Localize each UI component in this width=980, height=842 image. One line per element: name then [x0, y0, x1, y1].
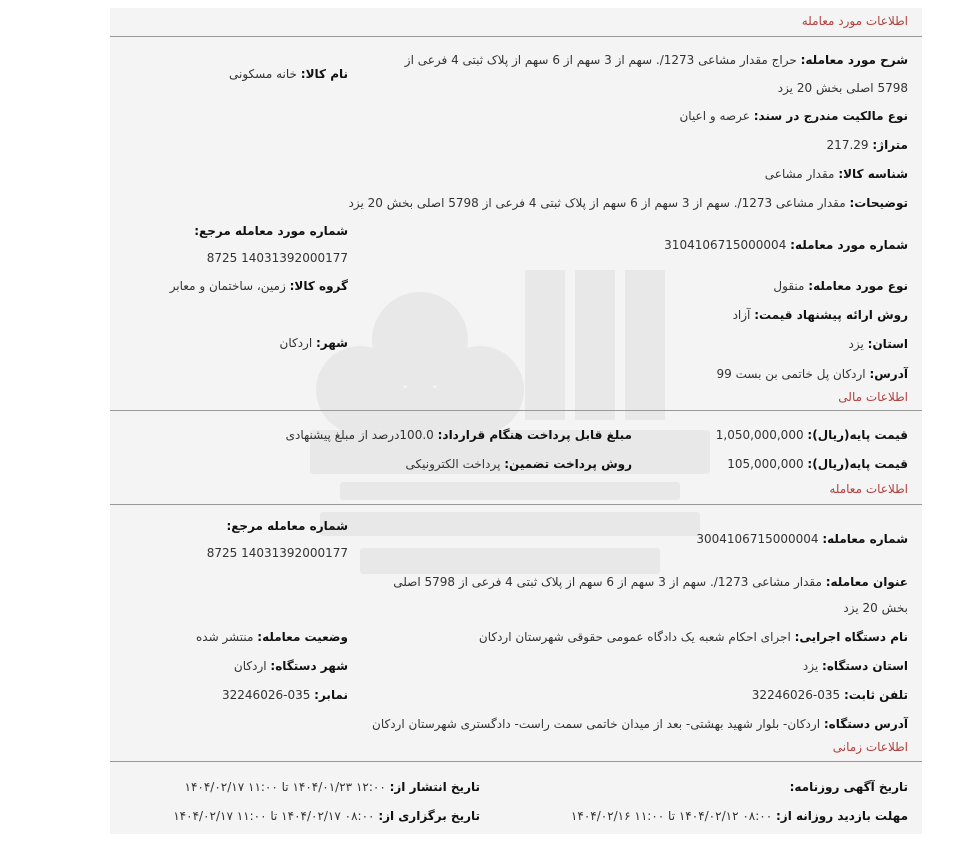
- ref-number-value: 14031392000177 8725: [206, 251, 348, 265]
- ownership-type: نوع مالکیت مندرج در سند: عرصه و اعیان: [679, 109, 908, 123]
- deal-description: [388, 52, 908, 68]
- deal-description-label: شرح مورد معامله:: [800, 53, 908, 67]
- section-title-deal-info: اطلاعات مورد معامله: [801, 14, 908, 28]
- province: استان: یزد: [848, 337, 908, 351]
- agency-name: نام دستگاه اجرایی: اجرای احکام شعبه یک دادگاه عمومی حقوقی شهرستان اردکان: [478, 630, 908, 644]
- notes: توضیحات: مقدار مشاعی 1273/. سهم از 3 سهم از 6 سهم از پلاک ثبتی 4 فرعی از 5798 اصلی بخش 20 یزد: [348, 196, 908, 210]
- section-divider: [110, 36, 922, 37]
- agency-province: استان دستگاه: یزد: [802, 659, 908, 673]
- item-group: گروه کالا: زمین، ساختمان و معابر: [169, 279, 348, 293]
- section-divider: [110, 410, 922, 411]
- transaction-ref-value: 14031392000177 8725: [206, 546, 348, 560]
- transaction-title-line2: بخش 20 یزد: [843, 601, 908, 615]
- hold-date: تاریخ برگزاری از: ۰۸:۰۰ ۱۴۰۴/۰۲/۱۷ تا ۱۱:۰۰ ۱۴۰۴/۰۲/۱۷: [173, 809, 480, 823]
- ref-number-label: شماره مورد معامله مرجع:: [194, 224, 348, 238]
- section-title-timing: اطلاعات زمانی: [832, 740, 908, 754]
- newspaper-ad-date: تاریخ آگهی روزنامه:: [789, 780, 908, 794]
- area: متراژ: 217.29: [826, 138, 908, 152]
- content-card: [110, 8, 922, 834]
- section-title-transaction: اطلاعات معامله: [829, 482, 908, 496]
- base-price-guarantee: قیمت پایه(ریال): 105,000,000: [727, 457, 908, 471]
- address: آدرس: اردکان پل خاتمی بن بست 99: [716, 367, 908, 381]
- visit-deadline: مهلت بازدید روزانه از: ۰۸:۰۰ ۱۴۰۴/۰۲/۱۲ تا ۱۱:۰۰ ۱۴۰۴/۰۲/۱۶: [570, 809, 908, 823]
- payable-amount: مبلغ قابل پرداخت هنگام قرارداد: 100.0درصد از مبلغ پیشنهادی: [285, 428, 632, 442]
- agency-phone: تلفن ثابت: 035-32246026: [751, 688, 908, 702]
- deal-description-line2: 5798 اصلی بخش 20 یزد: [777, 81, 908, 95]
- offer-method: روش ارائه پیشنهاد قیمت: آزاد: [732, 308, 908, 322]
- agency-city: شهر دستگاه: اردکان: [233, 659, 348, 673]
- deal-description-value: حراج مقدار مشاعی 1273/. سهم از 3 سهم از 6 سهم از پلاک ثبتی 4 فرعی از: [404, 53, 797, 67]
- section-title-financial: اطلاعات مالی: [838, 390, 908, 404]
- agency-fax: نمابر: 035-32246026: [222, 688, 348, 702]
- deal-number: شماره مورد معامله: 3104106715000004: [664, 238, 908, 252]
- transaction-title: عنوان معامله: مقدار مشاعی 1273/. سهم از 3 سهم از 6 سهم از پلاک ثبتی 4 فرعی از 5798 اصلی: [393, 575, 908, 589]
- item-id: شناسه کالا: مقدار مشاعی: [764, 167, 908, 181]
- agency-address: آدرس دستگاه: اردکان- بلوار شهید بهشتی- بعد از میدان خاتمی سمت راست- دادگستری شهرستان اردکان: [372, 717, 908, 731]
- transaction-status: وضعیت معامله: منتشر شده: [195, 630, 348, 644]
- publish-date: تاریخ انتشار از: ۱۲:۰۰ ۱۴۰۴/۰۱/۲۳ تا ۱۱:۰۰ ۱۴۰۴/۰۲/۱۷: [184, 780, 480, 794]
- base-price: قیمت پایه(ریال): 1,050,000,000: [715, 428, 908, 442]
- transaction-ref-label: شماره معامله مرجع:: [226, 519, 348, 533]
- transaction-number: شماره معامله: 3004106715000004: [696, 532, 908, 546]
- deal-type: نوع مورد معامله: منقول: [773, 279, 908, 293]
- item-name: نام کالا: خانه مسکونی: [229, 67, 348, 81]
- section-divider: [110, 504, 922, 505]
- guarantee-method: روش پرداخت تضمین: پرداخت الکترونیکی: [405, 457, 632, 471]
- section-divider: [110, 761, 922, 762]
- city: شهر: اردکان: [279, 336, 348, 350]
